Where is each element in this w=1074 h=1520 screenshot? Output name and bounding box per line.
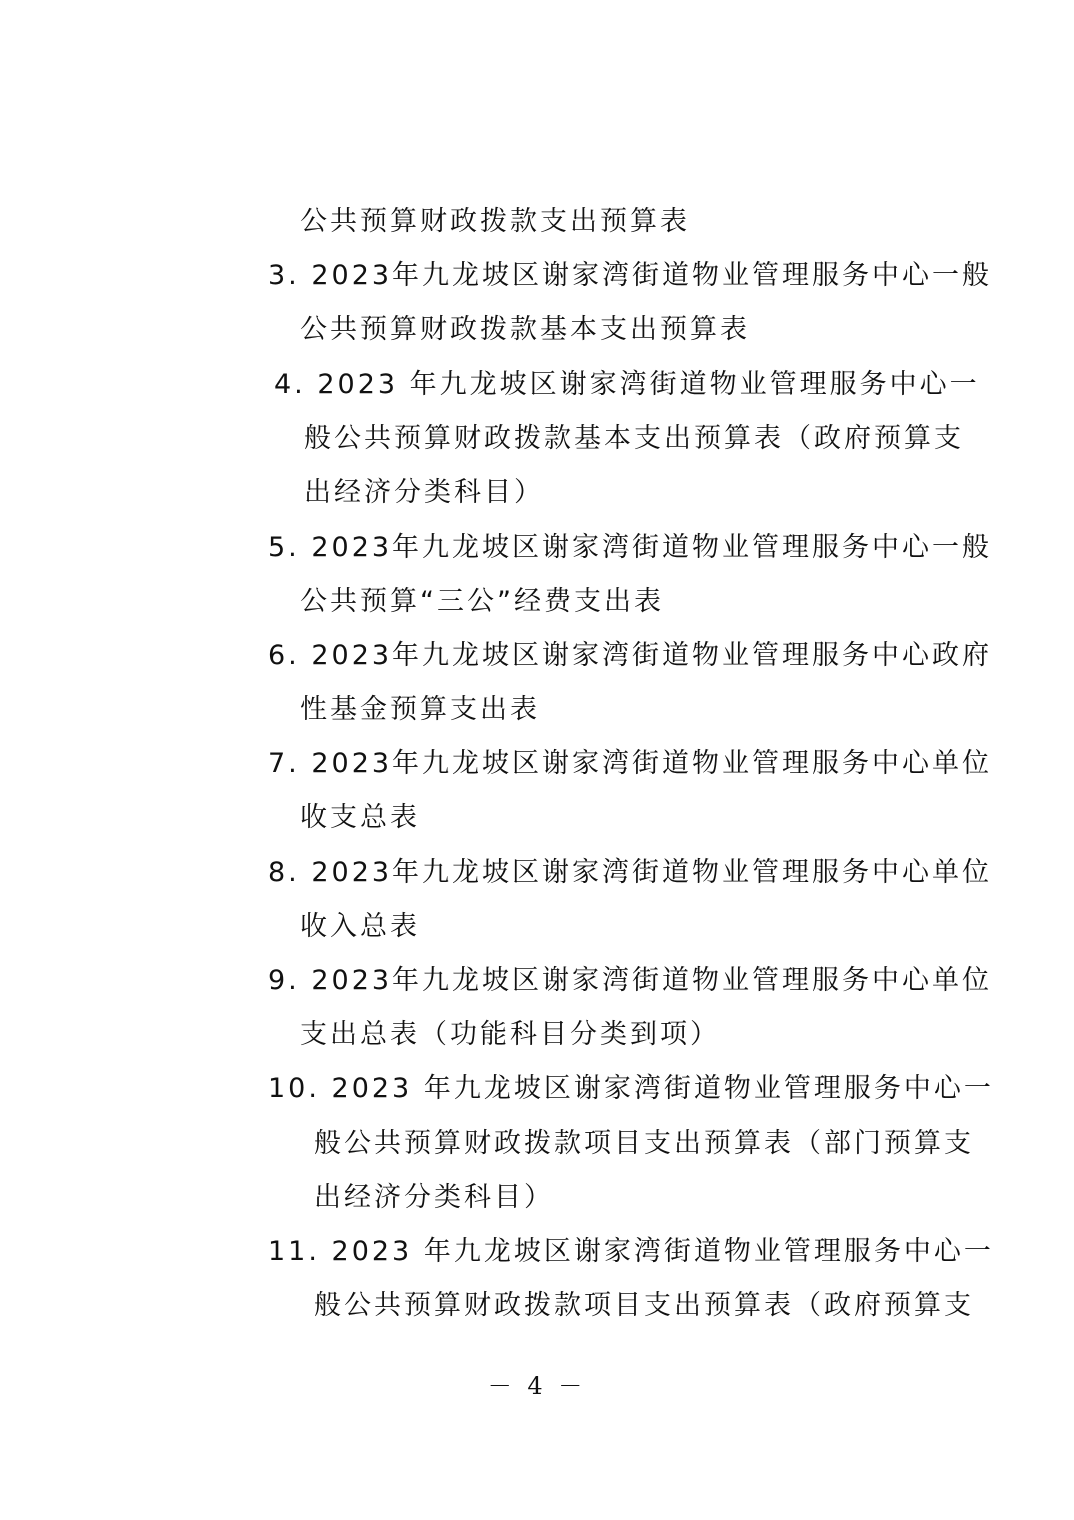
list-item: 6. 2023年九龙坡区谢家湾街道物业管理服务中心政府 (268, 640, 993, 671)
text-line: 出经济分类科目） (314, 1182, 554, 1213)
list-item: 8. 2023年九龙坡区谢家湾街道物业管理服务中心单位 (268, 857, 993, 888)
text-line: 收入总表 (300, 911, 420, 942)
text-line: 公共预算“三公”经费支出表 (300, 586, 664, 617)
text-line: 支出总表（功能科目分类到项） (300, 1019, 720, 1050)
text-line: 公共预算财政拨款基本支出预算表 (300, 314, 750, 345)
text-line: 性基金预算支出表 (300, 694, 540, 725)
text-line: 般公共预算财政拨款项目支出预算表（政府预算支 (314, 1290, 974, 1321)
list-item: 7. 2023年九龙坡区谢家湾街道物业管理服务中心单位 (268, 748, 993, 779)
text-line: 般公共预算财政拨款项目支出预算表（部门预算支 (314, 1128, 974, 1159)
text-line: 公共预算财政拨款支出预算表 (300, 206, 690, 237)
list-item: 11. 2023 年九龙坡区谢家湾街道物业管理服务中心一 (268, 1236, 994, 1267)
page-number: － 4 － (487, 1372, 587, 1400)
list-item: 3. 2023年九龙坡区谢家湾街道物业管理服务中心一般 (268, 260, 993, 291)
list-item: 5. 2023年九龙坡区谢家湾街道物业管理服务中心一般 (268, 532, 993, 563)
list-item: 9. 2023年九龙坡区谢家湾街道物业管理服务中心单位 (268, 965, 993, 996)
text-line: 般公共预算财政拨款基本支出预算表（政府预算支 (304, 423, 964, 454)
text-line: 出经济分类科目） (304, 477, 544, 508)
text-line: 收支总表 (300, 802, 420, 833)
list-item: 10. 2023 年九龙坡区谢家湾街道物业管理服务中心一 (268, 1073, 994, 1104)
list-item: 4. 2023 年九龙坡区谢家湾街道物业管理服务中心一 (274, 369, 980, 400)
